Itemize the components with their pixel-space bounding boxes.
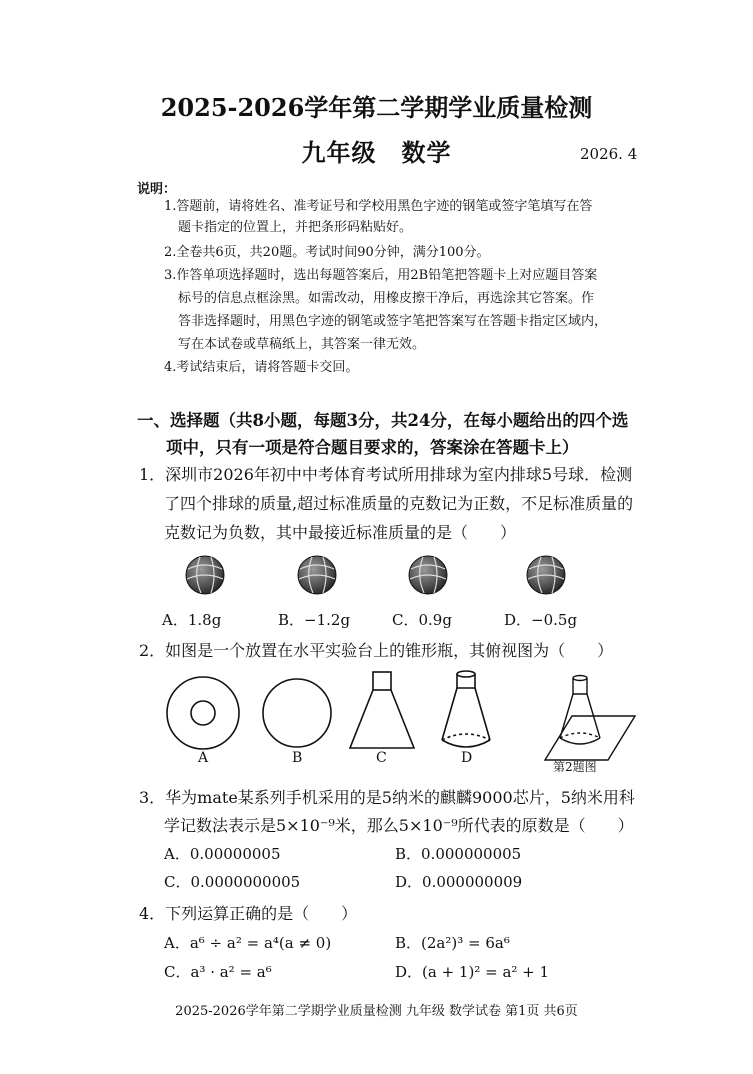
figure-label-d: D bbox=[461, 750, 473, 766]
instruction-line: 1.答题前，请将姓名、准考证号和学校用黑色字迹的钢笔或签字笔填写在答 bbox=[164, 199, 593, 214]
instruction-line: 4.考试结束后，请将答题卡交回。 bbox=[164, 360, 359, 375]
q1-option-b: B．−1.2g bbox=[278, 611, 351, 629]
option-a-ring-figure bbox=[167, 677, 239, 749]
q1-option-a: A．1.8g bbox=[162, 611, 222, 629]
instruction-line: 答非选择题时，用黑色字迹的钢笔或签字笔把答案写在答题卡指定区域内， bbox=[178, 314, 608, 329]
figure-caption: 第2题图 bbox=[553, 760, 597, 774]
volleyball-icon bbox=[298, 556, 336, 594]
volleyball-icon bbox=[527, 556, 565, 594]
figure-label-c: C bbox=[376, 750, 387, 766]
q1-option-d: D．−0.5g bbox=[504, 611, 578, 629]
volleyball-images bbox=[180, 553, 640, 599]
figure-label-b: B bbox=[292, 750, 303, 766]
exam-date: 2026. 4 bbox=[580, 145, 638, 163]
question-4: 4．下列运算正确的是（ ） bbox=[139, 904, 358, 923]
q3-option-b: B．0.000000005 bbox=[395, 845, 522, 863]
q2-figures bbox=[160, 668, 640, 768]
volleyball-icon bbox=[409, 556, 447, 594]
q3-option-c: C．0.0000000005 bbox=[164, 873, 301, 891]
volleyball-icon bbox=[186, 556, 224, 594]
question-3-line: 3．华为mate某系列手机采用的是5纳米的麒麟9000芯片，5纳米用科 bbox=[139, 788, 635, 807]
section-heading-cont: 项中，只有一项是符合题目要求的，答案涂在答题卡上） bbox=[166, 438, 579, 457]
question-2: 2．如图是一个放置在水平实验台上的锥形瓶，其俯视图为（ ） bbox=[139, 641, 614, 660]
q4-option-d: D．(a + 1)² = a² + 1 bbox=[395, 963, 550, 981]
q3-option-a: A．0.00000005 bbox=[164, 845, 281, 863]
question-1-line: 了四个排球的质量,超过标准质量的克数记为正数，不足标准质量的 bbox=[164, 494, 634, 513]
page-footer: 2025-2026学年第二学期学业质量检测 九年级 数学试卷 第1页 共6页 bbox=[175, 1004, 578, 1019]
question-3-line: 学记数法表示是5×10⁻⁹米，那么5×10⁻⁹所代表的原数是（ ） bbox=[164, 816, 634, 835]
instruction-line: 标号的信息点框涂黑。如需改动，用橡皮擦干净后，再选涂其它答案。作 bbox=[178, 291, 595, 306]
q4-option-c: C．a³ · a² = a⁶ bbox=[164, 963, 272, 981]
q1-option-c: C．0.9g bbox=[392, 611, 452, 629]
flask-on-table-figure bbox=[545, 676, 635, 761]
option-b-circle-figure bbox=[263, 679, 331, 747]
exam-subtitle: 九年级 数学 bbox=[301, 138, 452, 167]
instruction-line: 2.全卷共6页，共20题。考试时间90分钟，满分100分。 bbox=[164, 245, 490, 260]
q3-option-d: D．0.000000009 bbox=[395, 873, 523, 891]
option-c-trapezoid-figure bbox=[350, 672, 414, 748]
instruction-line: 写在本试卷或草稿纸上，其答案一律无效。 bbox=[178, 337, 426, 352]
question-1-line: 克数记为负数，其中最接近标准质量的是（ ） bbox=[164, 523, 517, 542]
instructions-heading: 说明： bbox=[137, 182, 177, 197]
q4-option-a: A．a⁶ ÷ a² = a⁴(a ≠ 0) bbox=[164, 934, 332, 952]
exam-title: 2025-2026学年第二学期学业质量检测 bbox=[160, 93, 593, 122]
figure-label-a: A bbox=[198, 750, 209, 766]
instruction-line: 题卡指定的位置上，并把条形码粘贴好。 bbox=[178, 220, 413, 235]
q4-option-b: B．(2a²)³ = 6a⁶ bbox=[395, 934, 510, 952]
option-d-cone-figure bbox=[442, 671, 490, 747]
instruction-line: 3.作答单项选择题时，选出每题答案后，用2B铅笔把答题卡上对应题目答案 bbox=[164, 268, 598, 283]
question-1-line: 1．深圳市2026年初中中考体育考试所用排球为室内排球5号球．检测 bbox=[139, 465, 633, 484]
section-heading: 一、选择题（共8小题，每题3分，共24分，在每小题给出的四个选 bbox=[137, 411, 629, 430]
